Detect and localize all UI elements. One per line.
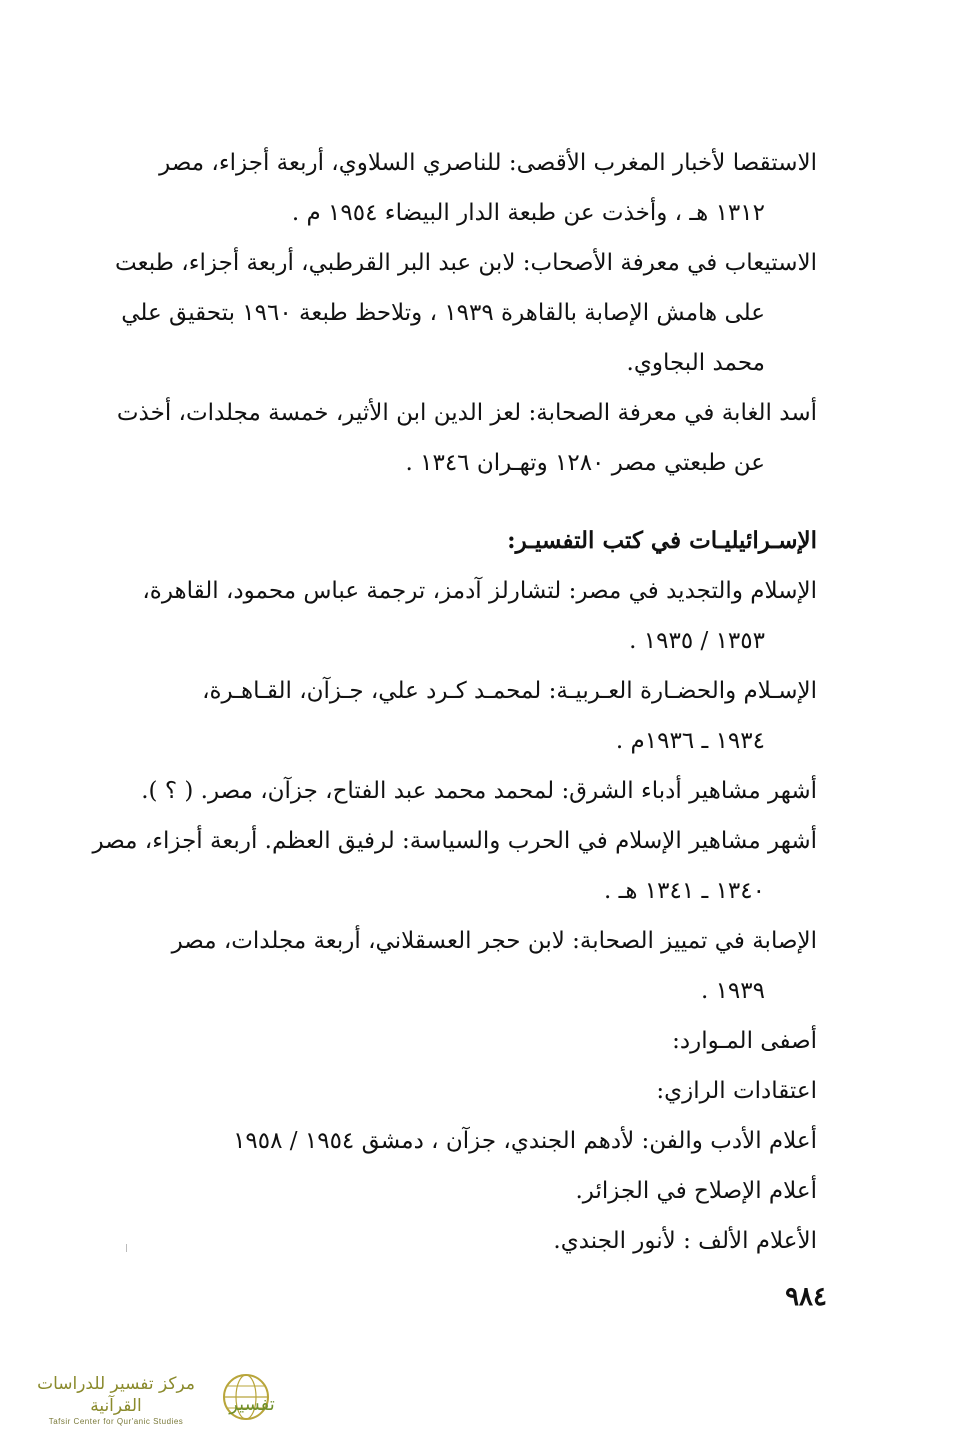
- bibliography-entry: [72, 766, 817, 816]
- scan-artifact: [126, 1244, 127, 1252]
- bibliography-list: [72, 138, 817, 1266]
- entry-first-line: أسد الغابة في معرفة الصحابة: لعز الدين ابن الأثير، خمسة مجلدات، أخذت: [116, 400, 817, 426]
- bibliography-entry: [72, 1166, 817, 1216]
- bibliography-entry: [72, 666, 817, 766]
- entry-first-line: اعتقادات الرازي:: [656, 1078, 817, 1104]
- entry-first-line: أصفى المـوارد:: [672, 1028, 817, 1054]
- globe-logo-icon: [216, 1370, 286, 1428]
- entry-continuation: على هامش الإصابة بالقاهرة ١٩٣٩ ، وتلاحظ طبعة ١٩٦٠ بتحقيق علي: [121, 300, 765, 326]
- logo-mark-text: تفسير: [229, 1394, 275, 1415]
- bibliography-entry: [72, 1216, 817, 1266]
- entry-continuation: ١٣٥٣ / ١٩٣٥ .: [629, 628, 765, 654]
- bibliography-entry: [72, 816, 817, 916]
- entry-first-line: الأعلام الألف : لأنور الجندي.: [553, 1228, 817, 1254]
- entry-continuation: ١٣١٢ هـ ، وأخذت عن طبعة الدار البيضاء ١٩٥٤ م .: [291, 200, 765, 226]
- logo-text: [16, 1373, 216, 1426]
- section-heading: الإسـرائيليـات في كتب التفسيـر:: [507, 527, 817, 554]
- bibliography-entry: [72, 238, 817, 388]
- bibliography-entry: [72, 388, 817, 488]
- entry-first-line: الإسلام والتجديد في مصر: لتشارلز آدمز، ترجمة عباس محمود، القاهرة،: [142, 578, 817, 604]
- logo-english-name: Tafsir Center for Qur'anic Studies: [48, 1416, 184, 1426]
- entry-first-line: الاستقصا لأخبار المغرب الأقصى: للناصري السلاوي، أربعة أجزاء، مصر: [159, 150, 817, 176]
- entry-continuation: عن طبعتي مصر ١٢٨٠ وتهـران ١٣٤٦ .: [405, 450, 765, 476]
- entry-first-line: الاستيعاب في معرفة الأصحاب: لابن عبد البر القرطبي، أربعة أجزاء، طبعت: [115, 250, 817, 276]
- bibliography-entry: [72, 1116, 817, 1166]
- entry-continuation: محمد البجاوي.: [626, 350, 765, 376]
- bibliography-entry: [72, 1016, 817, 1066]
- publisher-logo: [16, 1368, 288, 1430]
- bibliography-entry: [72, 138, 817, 238]
- entry-first-line: أشهر مشاهير أدباء الشرق: لمحمد محمد عبد الفتاح، جزآن، مصر. ( ؟ ).: [141, 778, 817, 804]
- entry-first-line: الإسـلام والحضـارة العـربيـة: لمحمـد كـرد علي، جـزآن، القـاهـرة،: [202, 678, 817, 704]
- bibliography-entry: [72, 1066, 817, 1116]
- page-number: ٩٨٤: [785, 1282, 827, 1312]
- entry-first-line: الإصابة في تمييز الصحابة: لابن حجر العسقلاني، أربعة مجلدات، مصر: [171, 928, 817, 954]
- bibliography-entry: [72, 566, 817, 666]
- entry-continuation: ١٩٣٤ ـ ١٩٣٦م .: [615, 728, 765, 754]
- entry-continuation: ١٣٤٠ ـ ١٣٤١ هـ .: [603, 878, 765, 904]
- section-gap: [72, 488, 817, 516]
- entry-continuation: ١٩٣٩ .: [700, 978, 765, 1004]
- entry-first-line: أشهر مشاهير الإسلام في الحرب والسياسة: لرفيق العظم. أربعة أجزاء، مصر: [92, 828, 817, 854]
- entry-first-line: أعلام الأدب والفن: لأدهم الجندي، جزآن ، دمشق ١٩٥٤ / ١٩٥٨: [233, 1128, 817, 1154]
- logo-arabic-name: مركز تفسير للدراسات القرآنية: [37, 1373, 195, 1416]
- bibliography-entry: [72, 916, 817, 1016]
- entry-first-line: أعلام الإصلاح في الجزائر.: [575, 1178, 817, 1204]
